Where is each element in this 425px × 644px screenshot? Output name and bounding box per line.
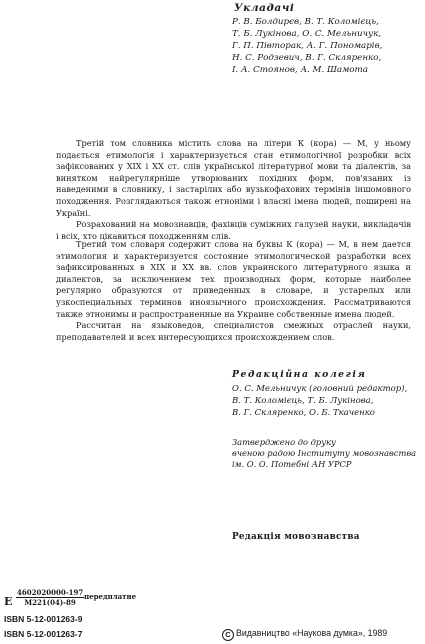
- compilers-line: І. А. Стоянов, А. М. Шамота: [232, 65, 368, 75]
- isbn-line: ISBN 5-12-001263-9: [4, 614, 83, 624]
- publisher-line: [222, 628, 387, 641]
- approval-line: ім. О. О. Потебні АН УРСР: [232, 459, 352, 469]
- abstract-ru-paragraph: Рассчитан на языковедов, специалистов смежных отраслей науки, преподавателей и всех интересующихся происхождением слов.: [56, 320, 411, 342]
- editorial-board-heading: Редакційна колегія: [232, 369, 367, 380]
- compilers-line: Г. П. Півторак, А. Г. Пономарів,: [232, 41, 383, 51]
- approval-line: вченою радою Інституту мовознавства: [232, 448, 417, 458]
- publisher-text: Видавництво «Наукова думка», 1989: [236, 628, 388, 638]
- imprint-numerator: 4602020000-197: [17, 588, 84, 597]
- abstract-ukrainian: [56, 138, 411, 242]
- approval-line: Затверджено до друку: [232, 437, 336, 447]
- abstract-russian: [56, 239, 411, 343]
- abstract-ua-paragraph: Розрахований на мовознавців, фахівців суміжних галузей науки, викладачів і всіх, хто цікавиться походженням слів.: [56, 219, 411, 241]
- abstract-ru-paragraph: Третий том словаря содержит слова на буквы К (кора) — М, в нем дается этимология и характеризуется состояние этимологической разработки всех зафиксированных в XIX и XX вв. слов украинского литературного языка и диалектов, за исключением тех производных форм, которые наиболее регулярно образуются от приведенных в словаре, и устарелых или узкоспециальных терминов иноязычного происхождения. Рассматриваются также этнонимы и распространенные на Украине собственные имена людей.: [56, 239, 411, 319]
- compilers-line: Т. Б. Лукінова, О. С. Мельничук,: [232, 29, 382, 39]
- imprint-code-fraction: [16, 588, 84, 607]
- editorial-board-line: О. С. Мельничук (головний редактор),: [232, 384, 408, 394]
- abstract-ua-paragraph: Третій том словника містить слова на літери К (кора) — М, у ньому подається етимологія і характеризується стан етимологічної розробки всіх зафіксованих у XIX і XX ст. слів української літературної мови та діалектів, за винятком найрегулярніше утворюваних похідних форм, пов'язаних із наведеними в словнику, і застарілих або вузькофахових термінів іншомовного походження. Розглядаються також етноніми і власні імена людей, поширені на Україні.: [56, 138, 411, 218]
- imprint-order-note: передплатне: [84, 592, 137, 601]
- imprint-denominator: М221(04)-89: [24, 598, 76, 607]
- editorial-board-line: В. Т. Коломієць, Т. Б. Лукінова,: [232, 396, 374, 406]
- copyright-icon: C: [222, 629, 234, 641]
- editorial-board-line: В. Г. Скляренко, О. Б. Ткаченко: [232, 408, 375, 418]
- editorial-department: Редакція мовознавства: [232, 532, 360, 542]
- compilers-line: Р. В. Болдирєв, В. Т. Коломієць,: [232, 17, 379, 27]
- imprint-letter: Е: [4, 595, 13, 608]
- isbn-line: ISBN 5-12-001263-7: [4, 629, 83, 639]
- compilers-line: Н. С. Родзевич, В. Г. Скляренко,: [232, 53, 382, 63]
- compilers-heading: Укладачі: [234, 2, 295, 14]
